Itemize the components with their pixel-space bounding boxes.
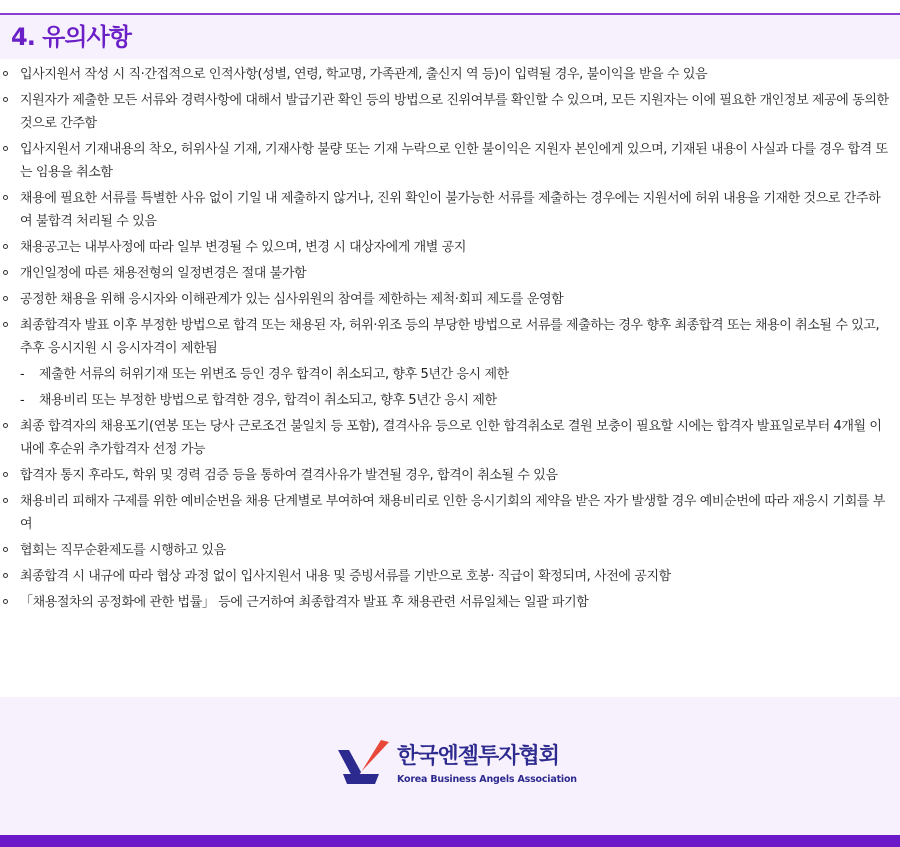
list-item — [0, 565, 900, 588]
bullet-icon — [3, 270, 8, 275]
sub-list-item-text: 제출한 서류의 허위기재 또는 위변조 등인 경우 합격이 취소되고, 향후 5년간 응시 제한 — [39, 367, 509, 382]
list-item-text: 개인일정에 따른 채용전형의 일정변경은 절대 불가함 — [20, 266, 307, 281]
list-item-text: 채용공고는 내부사정에 따라 일부 변경될 수 있으며, 변경 시 대상자에게 개별 공지 — [20, 240, 467, 255]
list-item — [0, 187, 900, 233]
list-item — [0, 539, 900, 562]
list-item-text: 최종 합격자의 채용포기(연봉 또는 당사 근로조건 불일치 등 포함), 결격사유 등으로 인한 합격취소로 결원 보충이 필요할 시에는 합격자 발표일로부터 4개월 이내에 후순위 추가합격자 선정 가능 — [20, 419, 882, 457]
list-item-text: 최종합격 시 내규에 따라 협상 과정 없이 입사지원서 내용 및 증빙서류를 기반으로 호봉· 직급이 확정되며, 사전에 공지함 — [20, 569, 671, 584]
list-item — [0, 63, 900, 86]
bullet-icon — [3, 146, 8, 151]
list-item-text: 협회는 직무순환제도를 시행하고 있음 — [20, 543, 226, 558]
bullet-icon — [3, 423, 8, 428]
bottom-accent-bar — [0, 835, 900, 847]
dash-marker: - — [20, 393, 25, 408]
bullet-icon — [3, 472, 8, 477]
section-header — [0, 15, 900, 59]
bullet-icon — [3, 599, 8, 604]
list-item — [0, 591, 900, 614]
dash-marker: - — [20, 367, 25, 382]
org-name-english: Korea Business Angels Association — [397, 774, 577, 785]
list-item — [0, 89, 900, 135]
bullet-icon — [3, 547, 8, 552]
list-item-text: 입사지원서 기재내용의 착오, 허위사실 기재, 기재사항 불량 또는 기재 누락으로 인한 불이익은 지원자 본인에게 있으며, 기재된 내용이 사실과 다를 경우 합격 또는 임용을 취소함 — [20, 142, 888, 180]
list-item-text: 공정한 채용을 위해 응시자와 이해관계가 있는 심사위원의 참여를 제한하는 제척·회피 제도를 운영함 — [20, 292, 564, 307]
org-name-korean: 한국엔젤투자협회 — [397, 744, 560, 769]
list-item-text: 입사지원서 작성 시 직·간접적으로 인적사항(성별, 연령, 학교명, 가족관계, 출신지 역 등)이 입력될 경우, 불이익을 받을 수 있음 — [20, 67, 708, 82]
bullet-icon — [3, 244, 8, 249]
kbaa-logo-mark-icon — [335, 738, 393, 788]
sub-list-item-text: 채용비리 또는 부정한 방법으로 합격한 경우, 합격이 취소되고, 향후 5년간 응시 제한 — [39, 393, 497, 408]
bullet-icon — [3, 195, 8, 200]
bullet-icon — [3, 322, 8, 327]
list-item — [0, 415, 900, 461]
list-item — [0, 138, 900, 184]
list-item-text: 채용에 필요한 서류를 특별한 사유 없이 기일 내 제출하지 않거나, 진위 확인이 불가능한 서류를 제출하는 경우에는 지원서에 허위 내용을 기재한 것으로 간주하여 불합격 처리될 수 있음 — [20, 191, 881, 229]
list-item — [0, 490, 900, 536]
list-item — [0, 262, 900, 285]
bullet-icon — [3, 296, 8, 301]
list-item — [0, 464, 900, 487]
list-item-text: 최종합격자 발표 이후 부정한 방법으로 합격 또는 채용된 자, 허위·위조 등의 부당한 방법으로 서류를 제출하는 경우 향후 최종합격 또는 채용이 취소될 수 있고, 추후 응시지원 시 응시자격이 제한됨 — [20, 318, 880, 356]
bullet-icon — [3, 97, 8, 102]
list-item — [0, 236, 900, 259]
section-title: 4. 유의사항 — [11, 23, 131, 51]
list-item-text: 지원자가 제출한 모든 서류와 경력사항에 대해서 발급기관 확인 등의 방법으로 진위여부를 확인할 수 있으며, 모든 지원자는 이에 필요한 개인정보 제공에 동의한 것으로 간주함 — [20, 93, 889, 131]
bullet-icon — [3, 71, 8, 76]
sub-list-item — [0, 363, 900, 386]
list-item-text: 채용비리 피해자 구제를 위한 예비순번을 채용 단계별로 부여하여 채용비리로 인한 응시기회의 제약을 받은 자가 발생할 경우 예비순번에 따라 재응시 기회를 부여 — [20, 494, 885, 532]
footer — [0, 697, 900, 835]
sub-list-item — [0, 389, 900, 412]
list-item-text: 「채용절차의 공정화에 관한 법률」 등에 근거하여 최종합격자 발표 후 채용관련 서류일체는 일괄 파기함 — [20, 595, 589, 610]
bullet-icon — [3, 498, 8, 503]
list-item-text: 합격자 통지 후라도, 학위 및 경력 검증 등을 통하여 결격사유가 발견될 경우, 합격이 취소될 수 있음 — [20, 468, 558, 483]
org-logo — [335, 738, 575, 790]
list-item — [0, 314, 900, 360]
list-item — [0, 288, 900, 311]
notice-list — [0, 63, 900, 617]
bullet-icon — [3, 573, 8, 578]
